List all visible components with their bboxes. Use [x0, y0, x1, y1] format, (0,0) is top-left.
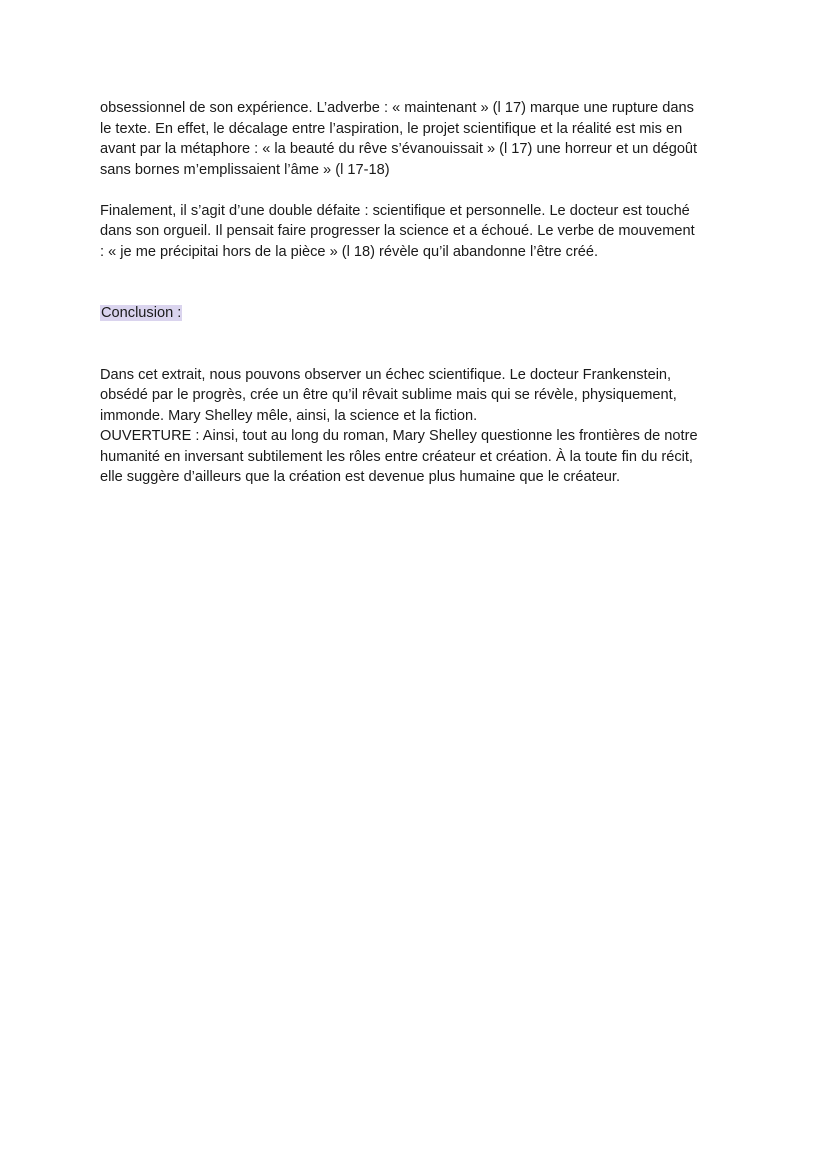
text-line: sans bornes m’emplissaient l’âme » (l 17-18): [100, 161, 390, 178]
text-line: OUVERTURE : Ainsi, tout au long du roman, Mary Shelley questionne les frontières de notre: [100, 428, 698, 444]
paragraph-analysis: [100, 98, 730, 180]
conclusion-heading: Conclusion :: [101, 305, 182, 321]
text-line: le texte. En effet, le décalage entre l’aspiration, le projet scientifique et la réalité est mis en: [100, 120, 683, 137]
text-line: obsédé par le progrès, crée un être qu’il rêvait sublime mais qui se révèle, physiquement,: [100, 387, 677, 403]
text-line: Finalement, il s’agit d’une double défaite : scientifique et personnelle. Le docteur est touché: [100, 202, 690, 219]
text-line: immonde. Mary Shelley mêle, ainsi, la science et la fiction.: [100, 407, 478, 424]
text-line: avant par la métaphore : « la beauté du rêve s’évanouissait » (l 17) une horreur et un dégoût: [100, 141, 698, 157]
paragraph-defeat: [100, 201, 730, 263]
text-line: humanité en inversant subtilement les rôles entre créateur et création. À la toute fin du récit,: [100, 448, 693, 465]
text-line: elle suggère d’ailleurs que la création est devenue plus humaine que le créateur.: [100, 469, 621, 485]
conclusion-heading-line: [100, 303, 730, 324]
paragraph-conclusion: [100, 365, 730, 488]
text-line: dans son orgueil. Il pensait faire progresser la science et a échoué. Le verbe de mouvement: [100, 223, 695, 239]
text-line: Dans cet extrait, nous pouvons observer un échec scientifique. Le docteur Frankenstein,: [100, 366, 672, 383]
paragraph-spacer: [100, 262, 730, 303]
document-body: [100, 98, 730, 488]
text-line: : « je me précipitai hors de la pièce » (l 18) révèle qu’il abandonne l’être créé.: [100, 243, 599, 260]
paragraph-spacer: [100, 180, 730, 201]
paragraph-spacer: [100, 324, 730, 365]
text-line: obsessionnel de son expérience. L’adverbe : « maintenant » (l 17) marque une rupture dans: [100, 100, 694, 116]
